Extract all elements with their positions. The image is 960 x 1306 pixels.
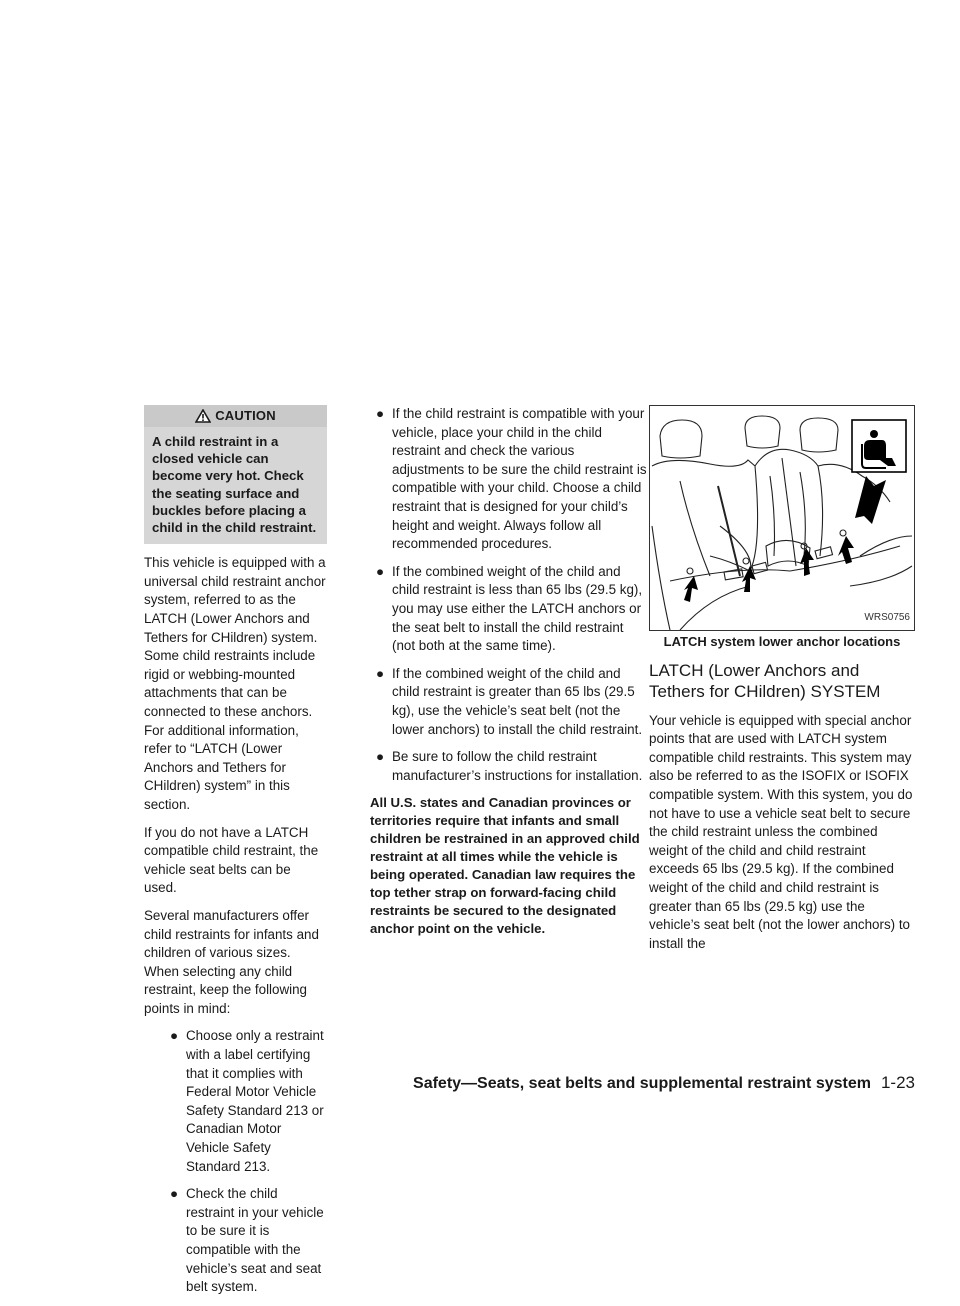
bullet-icon: ● xyxy=(170,1028,179,1044)
list-item: ● Check the child restraint in your vehicle to be sure it is compatible with the vehicle’s seat and seat belt system. xyxy=(170,1186,324,1295)
paragraph-latch-intro: This vehicle is equipped with a universal child restraint anchor system, referred to as the LATCH (Lower Anchors and Tethers for CHildren) system. Some child restraints include rigid or webbing-mounted attachments that can be connected to these anchors. For additional information, refer to “LATCH (Lower Anchors and Tethers for CHildren) system” in this section. xyxy=(144,555,326,812)
column-2 xyxy=(370,405,650,947)
points-list xyxy=(144,1027,327,1296)
section-name: Safety—Seats, seat belts and supplemental restraint system xyxy=(413,1075,871,1092)
figure-caption: LATCH system lower anchor locations xyxy=(663,634,901,649)
caution-heading: CAUTION xyxy=(215,407,276,423)
points-list-continued xyxy=(370,405,650,785)
column-1 xyxy=(144,405,327,1306)
list-item: ● If the combined weight of the child and child restraint is greater than 65 lbs (29.5 kg), use the vehicle’s seat belt (not the lower anchors) to install the child restraint. xyxy=(376,665,643,737)
paragraph-latch-system: Your vehicle is equipped with special anchor points that are used with LATCH system compatible child restraints. This system may also be referred to as the ISOFIX or ISOFIX compatible system. With this system, you do not have to use a vehicle seat belt to secure the child restraint unless the combined weight of the child and child restraint exceeds 65 lbs (29.5 kg). If the combined weight of the child and child restraint is greater than 65 lbs (29.5 kg) use the vehicle’s seat belt (not the lower anchors) to install the xyxy=(649,712,913,951)
list-item: ● Be sure to follow the child restraint manufacturer’s instructions for installation. xyxy=(376,749,643,783)
bullet-icon: ● xyxy=(170,1186,179,1202)
figure-code: WRS0756 xyxy=(864,612,910,624)
rear-seat-illustration xyxy=(650,406,914,630)
latch-anchor-figure xyxy=(649,405,915,631)
bullet-icon: ● xyxy=(376,665,385,681)
list-item: ● If the child restraint is compatible with your vehicle, place your child in the child restraint and check the various adjustments to be sure the child restraint is compatible with your child. Choose a child restraint that is designed for your child’s height and weight. Always follow all recommended procedures. xyxy=(376,406,647,552)
list-item: ● Choose only a restraint with a label certifying that it complies with Federal Motor Vehicle Safety Standard 213 or Canadian Motor Vehicle Safety Standard 213. xyxy=(170,1028,324,1174)
bullet-icon: ● xyxy=(376,406,385,421)
paragraph-no-latch: If you do not have a LATCH compatible child restraint, the vehicle seat belts can be used. xyxy=(144,824,319,896)
caution-header xyxy=(144,405,327,427)
caution-box xyxy=(144,405,327,544)
section-title: LATCH (Lower Anchors and Tethers for CHildren) SYSTEM xyxy=(649,660,881,701)
page-number: 1-23 xyxy=(880,1073,915,1092)
paragraph-manufacturers: Several manufacturers offer child restraints for infants and children of various sizes. When selecting any child restraint, keep the following points in mind: xyxy=(144,907,319,1016)
warning-triangle-icon xyxy=(195,409,211,423)
page-footer xyxy=(413,1073,915,1093)
caution-text: A child restraint in a closed vehicle can become very hot. Check the seating surface and buckles before placing a child in the child restraint. xyxy=(152,434,317,536)
bullet-icon: ● xyxy=(376,749,385,765)
legal-requirements-paragraph: All U.S. states and Canadian provinces or territories require that infants and small children be restrained in an approved child restraint at all times while the vehicle is being operated. Canadian law requires the top tether strap on forward-facing child restraints be secured to the designated anchor point on the vehicle. xyxy=(370,795,640,937)
list-item: ● If the combined weight of the child and child restraint is less than 65 lbs (29.5 kg), you may use either the LATCH anchors or the seat belt to install the child restraint (not both at the same time). xyxy=(376,563,643,654)
bullet-icon: ● xyxy=(376,563,385,579)
column-3 xyxy=(649,405,915,962)
